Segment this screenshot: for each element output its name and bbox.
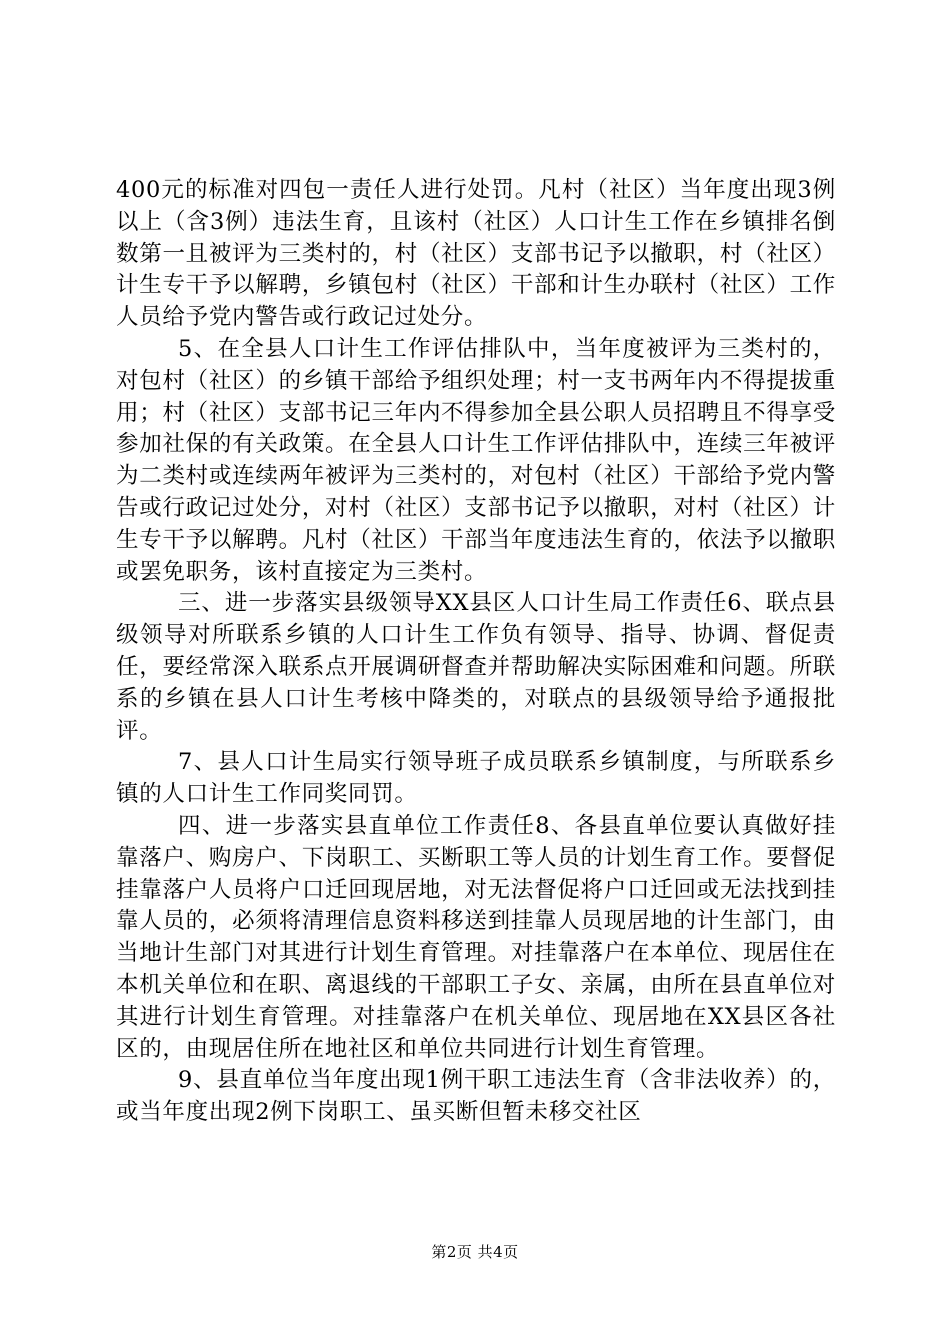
paragraph-item-7: 7、县人口计生局实行领导班子成员联系乡镇制度，与所联系乡镇的人口计生工作同奖同罚。 xyxy=(116,749,836,808)
page-number-footer: 第2页 共4页 xyxy=(431,1243,519,1261)
paragraph-penalty-continuation: 400元的标准对四包一责任人进行处罚。凡村（社区）当年度出现3例以上（含3例）违法生育，且该村（社区）人口计生工作在乡镇排名倒数第一且被评为三类村的，村（社区）支部书记予以撤职，村（社区）计生专干予以解聘，乡镇包村（社区）干部和计生办联村（社区）工作人员给予党内警告或行政记过处分。 xyxy=(116,177,836,331)
paragraph-item-9: 9、县直单位当年度出现1例干职工违法生育（含非法收养）的，或当年度出现2例下岗职工、虽买断但暂未移交社区 xyxy=(116,1067,836,1126)
paragraph-section-3-item-6: 三、进一步落实县级领导XX县区人口计生局工作责任6、联点县级领导对所联系乡镇的人口计生工作负有领导、指导、协调、督促责任，要经常深入联系点开展调研督查并帮助解决实际困难和问题。所联系的乡镇在县人口计生考核中降类的，对联点的县级领导给予通报批评。 xyxy=(116,590,836,744)
paragraph-item-5: 5、在全县人口计生工作评估排队中，当年度被评为三类村的，对包村（社区）的乡镇干部给予组织处理；村一支书两年内不得提拔重用；村（社区）支部书记三年内不得参加全县公职人员招聘且不得享受参加社保的有关政策。在全县人口计生工作评估排队中，连续三年被评为二类村或连续两年被评为三类村的，对包村（社区）干部给予党内警告或行政记过处分，对村（社区）支部书记予以撤职，对村（社区）计生专干予以解聘。凡村（社区）干部当年度违法生育的，依法予以撤职或罢免职务，该村直接定为三类村。 xyxy=(116,335,836,585)
paragraph-section-4-item-8: 四、进一步落实县直单位工作责任8、各县直单位要认真做好挂靠落户、购房户、下岗职工、买断职工等人员的计划生育工作。要督促挂靠落户人员将户口迁回现居地，对无法督促将户口迁回或无法找到挂靠人员的，必须将清理信息资料移送到挂靠人员现居地的计生部门，由当地计生部门对其进行计划生育管理。对挂靠落户在本单位、现居住在本机关单位和在职、离退线的干部职工子女、亲属，由所在县直单位对其进行计划生育管理。对挂靠落户在机关单位、现居地在XX县区各社区的，由现居住所在地社区和单位共同进行计划生育管理。 xyxy=(116,812,836,1062)
document-body xyxy=(116,175,836,1129)
